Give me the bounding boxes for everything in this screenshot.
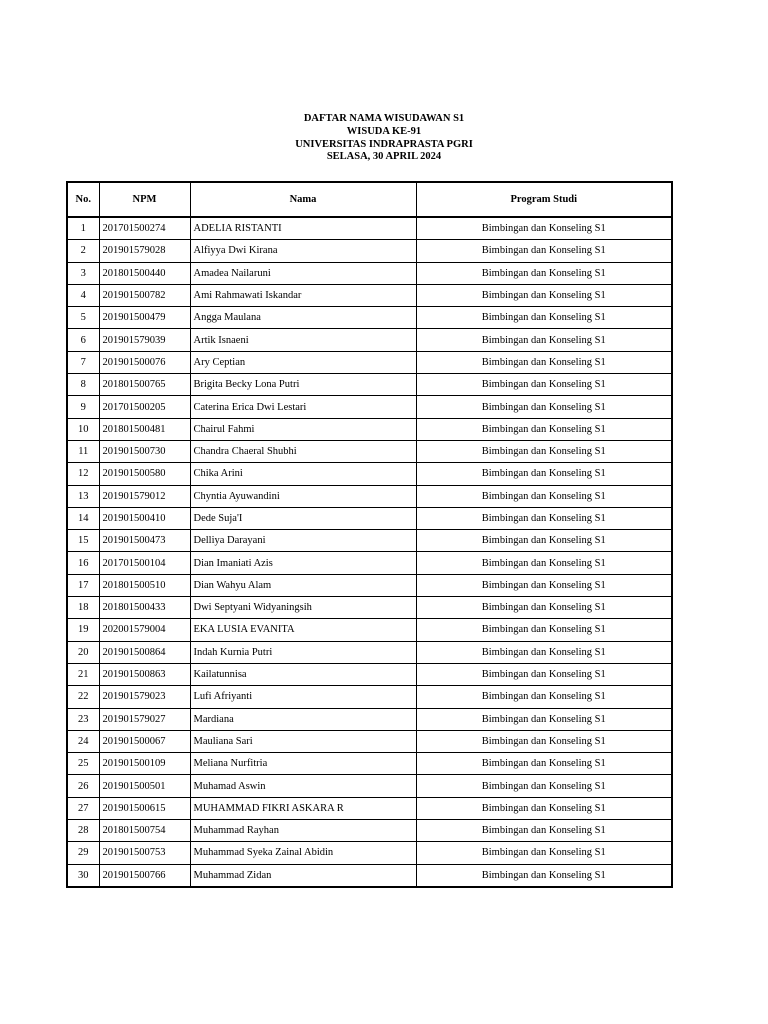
cell-npm: 201901500864 xyxy=(99,641,190,663)
table-row xyxy=(67,240,672,262)
cell-no: 3 xyxy=(67,262,99,284)
cell-program-studi: Bimbingan dan Konseling S1 xyxy=(416,507,672,529)
cell-npm: 201901500766 xyxy=(99,864,190,887)
cell-program-studi: Bimbingan dan Konseling S1 xyxy=(416,641,672,663)
cell-program-studi: Bimbingan dan Konseling S1 xyxy=(416,552,672,574)
cell-program-studi: Bimbingan dan Konseling S1 xyxy=(416,663,672,685)
cell-npm: 201901579028 xyxy=(99,240,190,262)
cell-nama: Ami Rahmawati Iskandar xyxy=(190,284,416,306)
column-header-no: No. xyxy=(67,182,99,217)
cell-program-studi: Bimbingan dan Konseling S1 xyxy=(416,307,672,329)
cell-nama: Muhamad Aswin xyxy=(190,775,416,797)
cell-nama: Chika Arini xyxy=(190,463,416,485)
table-row xyxy=(67,820,672,842)
table-row xyxy=(67,708,672,730)
cell-no: 26 xyxy=(67,775,99,797)
cell-program-studi: Bimbingan dan Konseling S1 xyxy=(416,485,672,507)
cell-npm: 201901579039 xyxy=(99,329,190,351)
table-row xyxy=(67,217,672,240)
cell-program-studi: Bimbingan dan Konseling S1 xyxy=(416,597,672,619)
cell-npm: 201901579012 xyxy=(99,485,190,507)
table-row xyxy=(67,262,672,284)
cell-no: 2 xyxy=(67,240,99,262)
cell-nama: Indah Kurnia Putri xyxy=(190,641,416,663)
table-row xyxy=(67,374,672,396)
cell-no: 7 xyxy=(67,351,99,373)
table-row xyxy=(67,396,672,418)
cell-no: 30 xyxy=(67,864,99,887)
university-name: UNIVERSITAS INDRAPRASTA PGRI xyxy=(295,138,473,150)
cell-npm: 201701500205 xyxy=(99,396,190,418)
table-header-row xyxy=(67,182,672,217)
cell-nama: Mardiana xyxy=(190,708,416,730)
table-row xyxy=(67,730,672,752)
cell-no: 16 xyxy=(67,552,99,574)
cell-program-studi: Bimbingan dan Konseling S1 xyxy=(416,463,672,485)
cell-program-studi: Bimbingan dan Konseling S1 xyxy=(416,351,672,373)
cell-nama: Ary Ceptian xyxy=(190,351,416,373)
cell-no: 8 xyxy=(67,374,99,396)
cell-program-studi: Bimbingan dan Konseling S1 xyxy=(416,775,672,797)
cell-program-studi: Bimbingan dan Konseling S1 xyxy=(416,440,672,462)
cell-program-studi: Bimbingan dan Konseling S1 xyxy=(416,753,672,775)
cell-program-studi: Bimbingan dan Konseling S1 xyxy=(416,797,672,819)
cell-npm: 201901500501 xyxy=(99,775,190,797)
cell-nama: Angga Maulana xyxy=(190,307,416,329)
table-row xyxy=(67,307,672,329)
cell-no: 25 xyxy=(67,753,99,775)
cell-nama: Chairul Fahmi xyxy=(190,418,416,440)
cell-no: 17 xyxy=(67,574,99,596)
column-header-nama: Nama xyxy=(190,182,416,217)
cell-nama: Muhammad Zidan xyxy=(190,864,416,887)
cell-no: 18 xyxy=(67,597,99,619)
cell-npm: 202001579004 xyxy=(99,619,190,641)
cell-npm: 201901500076 xyxy=(99,351,190,373)
cell-no: 24 xyxy=(67,730,99,752)
cell-no: 20 xyxy=(67,641,99,663)
cell-program-studi: Bimbingan dan Konseling S1 xyxy=(416,619,672,641)
cell-npm: 201901500782 xyxy=(99,284,190,306)
table-row xyxy=(67,663,672,685)
cell-nama: Kailatunnisa xyxy=(190,663,416,685)
cell-no: 1 xyxy=(67,217,99,240)
cell-npm: 201901500615 xyxy=(99,797,190,819)
cell-npm: 201901500580 xyxy=(99,463,190,485)
cell-program-studi: Bimbingan dan Konseling S1 xyxy=(416,730,672,752)
table-row xyxy=(67,463,672,485)
cell-no: 27 xyxy=(67,797,99,819)
cell-no: 9 xyxy=(67,396,99,418)
table-row xyxy=(67,753,672,775)
cell-npm: 201901500410 xyxy=(99,507,190,529)
table-row xyxy=(67,351,672,373)
cell-npm: 201901500109 xyxy=(99,753,190,775)
cell-program-studi: Bimbingan dan Konseling S1 xyxy=(416,574,672,596)
cell-npm: 201901500067 xyxy=(99,730,190,752)
cell-program-studi: Bimbingan dan Konseling S1 xyxy=(416,284,672,306)
document-header xyxy=(0,113,768,164)
cell-npm: 201901579023 xyxy=(99,686,190,708)
cell-nama: Dwi Septyani Widyaningsih xyxy=(190,597,416,619)
graduation-event: WISUDA KE-91 xyxy=(346,125,422,137)
cell-nama: Dede Suja'I xyxy=(190,507,416,529)
cell-nama: EKA LUSIA EVANITA xyxy=(190,619,416,641)
cell-nama: Lufi Afriyanti xyxy=(190,686,416,708)
cell-no: 29 xyxy=(67,842,99,864)
cell-no: 12 xyxy=(67,463,99,485)
cell-nama: Muhammad Syeka Zainal Abidin xyxy=(190,842,416,864)
cell-program-studi: Bimbingan dan Konseling S1 xyxy=(416,686,672,708)
cell-program-studi: Bimbingan dan Konseling S1 xyxy=(416,820,672,842)
cell-no: 22 xyxy=(67,686,99,708)
cell-npm: 201801500481 xyxy=(99,418,190,440)
table-row xyxy=(67,641,672,663)
cell-nama: Dian Imaniati Azis xyxy=(190,552,416,574)
cell-no: 10 xyxy=(67,418,99,440)
table-row xyxy=(67,329,672,351)
cell-nama: Caterina Erica Dwi Lestari xyxy=(190,396,416,418)
table-row xyxy=(67,686,672,708)
cell-nama: Dian Wahyu Alam xyxy=(190,574,416,596)
document-title: DAFTAR NAMA WISUDAWAN S1 xyxy=(303,113,465,124)
table-row xyxy=(67,530,672,552)
graduates-table xyxy=(66,181,673,888)
cell-no: 14 xyxy=(67,507,99,529)
cell-npm: 201801500765 xyxy=(99,374,190,396)
table-row xyxy=(67,842,672,864)
cell-nama: Alfiyya Dwi Kirana xyxy=(190,240,416,262)
table-row xyxy=(67,864,672,887)
cell-program-studi: Bimbingan dan Konseling S1 xyxy=(416,418,672,440)
event-date: SELASA, 30 APRIL 2024 xyxy=(326,151,442,163)
cell-npm: 201901500730 xyxy=(99,440,190,462)
column-header-npm: NPM xyxy=(99,182,190,217)
table-row xyxy=(67,552,672,574)
table-row xyxy=(67,597,672,619)
cell-program-studi: Bimbingan dan Konseling S1 xyxy=(416,374,672,396)
table-row xyxy=(67,418,672,440)
cell-no: 19 xyxy=(67,619,99,641)
cell-no: 5 xyxy=(67,307,99,329)
cell-nama: MUHAMMAD FIKRI ASKARA R xyxy=(190,797,416,819)
cell-program-studi: Bimbingan dan Konseling S1 xyxy=(416,864,672,887)
table-row xyxy=(67,775,672,797)
cell-npm: 201901579027 xyxy=(99,708,190,730)
cell-nama: Chyntia Ayuwandini xyxy=(190,485,416,507)
cell-npm: 201901500863 xyxy=(99,663,190,685)
cell-no: 21 xyxy=(67,663,99,685)
cell-nama: Muhammad Rayhan xyxy=(190,820,416,842)
cell-nama: Chandra Chaeral Shubhi xyxy=(190,440,416,462)
table-row xyxy=(67,485,672,507)
cell-program-studi: Bimbingan dan Konseling S1 xyxy=(416,262,672,284)
cell-program-studi: Bimbingan dan Konseling S1 xyxy=(416,530,672,552)
cell-nama: Delliya Darayani xyxy=(190,530,416,552)
cell-nama: Brigita Becky Lona Putri xyxy=(190,374,416,396)
table-body xyxy=(67,217,672,887)
cell-npm: 201901500473 xyxy=(99,530,190,552)
cell-npm: 201901500753 xyxy=(99,842,190,864)
cell-program-studi: Bimbingan dan Konseling S1 xyxy=(416,329,672,351)
cell-no: 28 xyxy=(67,820,99,842)
cell-npm: 201901500479 xyxy=(99,307,190,329)
table-row xyxy=(67,619,672,641)
cell-program-studi: Bimbingan dan Konseling S1 xyxy=(416,842,672,864)
cell-nama: Artik Isnaeni xyxy=(190,329,416,351)
cell-program-studi: Bimbingan dan Konseling S1 xyxy=(416,708,672,730)
cell-no: 15 xyxy=(67,530,99,552)
cell-no: 23 xyxy=(67,708,99,730)
cell-no: 13 xyxy=(67,485,99,507)
cell-npm: 201801500440 xyxy=(99,262,190,284)
cell-npm: 201801500754 xyxy=(99,820,190,842)
cell-npm: 201701500274 xyxy=(99,217,190,240)
cell-npm: 201801500510 xyxy=(99,574,190,596)
cell-npm: 201801500433 xyxy=(99,597,190,619)
table-row xyxy=(67,440,672,462)
table-row xyxy=(67,284,672,306)
cell-nama: Mauliana Sari xyxy=(190,730,416,752)
table-row xyxy=(67,797,672,819)
table-row xyxy=(67,574,672,596)
cell-program-studi: Bimbingan dan Konseling S1 xyxy=(416,240,672,262)
cell-nama: Meliana Nurfitria xyxy=(190,753,416,775)
cell-nama: ADELIA RISTANTI xyxy=(190,217,416,240)
cell-program-studi: Bimbingan dan Konseling S1 xyxy=(416,217,672,240)
cell-no: 11 xyxy=(67,440,99,462)
column-header-program-studi: Program Studi xyxy=(416,182,672,217)
cell-nama: Amadea Nailaruni xyxy=(190,262,416,284)
cell-program-studi: Bimbingan dan Konseling S1 xyxy=(416,396,672,418)
cell-no: 4 xyxy=(67,284,99,306)
table-row xyxy=(67,507,672,529)
cell-no: 6 xyxy=(67,329,99,351)
cell-npm: 201701500104 xyxy=(99,552,190,574)
